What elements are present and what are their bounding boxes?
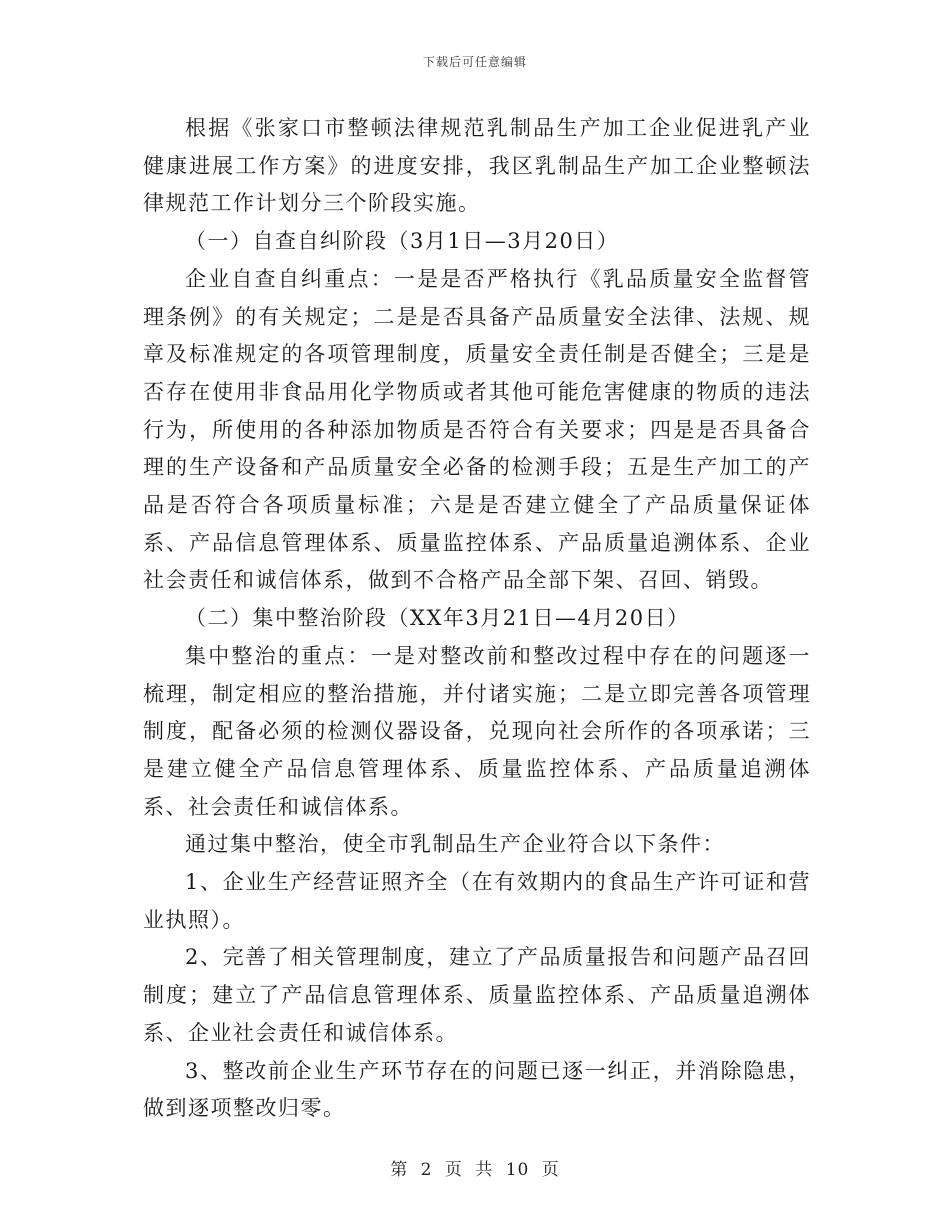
page-header: 下载后可任意编辑 xyxy=(422,55,527,69)
paragraph-conditions-intro: 通过集中整治，使全市乳制品生产企业符合以下条件： xyxy=(185,832,725,857)
page-footer: 第 2 页 共 10 页 xyxy=(390,1160,560,1180)
paragraph-rectification-focus: 集中整治的重点：一是对整改前和整改过程中存在的问题逐一梳理，制定相应的整治措施，并付诸实施；二是立即完善各项管理制度，配备必须的检测仪器设备，兑现向社会所作的各项承诺；三是建立健全产品信息管理体系、质量监控体系、产品质量追溯体系、社会责任和诚信体系。 xyxy=(143,643,811,819)
paragraph-self-check-focus: 企业自查自纠重点：一是是否严格执行《乳品质量安全监督管理条例》的有关规定；二是是否具备产品质量安全法律、法规、规章及标准规定的各项管理制度，质量安全责任制是否健全；三是是否存在使用非食品用化学物质或者其他可能危害健康的物质的违法行为，所使用的各种添加物质是否符合有关要求；四是是否具备合理的生产设备和产品质量安全必备的检测手段；五是生产加工的产品是否符合各项质量标准；六是是否建立健全了产品质量保证体系、产品信息管理体系、质量监控体系、产品质量追溯体系、企业社会责任和诚信体系，做到不合格产品全部下架、召回、销毁。 xyxy=(143,266,811,593)
section-heading-rectification: （二）集中整治阶段（XX年3月21日—4月20日） xyxy=(185,606,690,631)
list-item-condition-3: 3、整改前企业生产环节存在的问题已逐一纠正，并消除隐患，做到逐项整改归零。 xyxy=(143,1058,811,1121)
paragraph-intro: 根据《张家口市整顿法律规范乳制品生产加工企业促进乳产业健康进展工作方案》的进度安排，我区乳制品生产加工企业整顿法律规范工作计划分三个阶段实施。 xyxy=(143,116,811,216)
list-item-condition-1: 1、企业生产经营证照齐全（在有效期内的食品生产许可证和营业执照）。 xyxy=(143,870,811,932)
list-item-condition-2: 2、完善了相关管理制度，建立了产品质量报告和问题产品召回制度；建立了产品信息管理体系、质量监控体系、产品质量追溯体系、企业社会责任和诚信体系。 xyxy=(143,945,811,1045)
document-body xyxy=(143,110,811,1128)
section-heading-self-check: （一）自查自纠阶段（3月1日—3月20日） xyxy=(185,229,620,254)
